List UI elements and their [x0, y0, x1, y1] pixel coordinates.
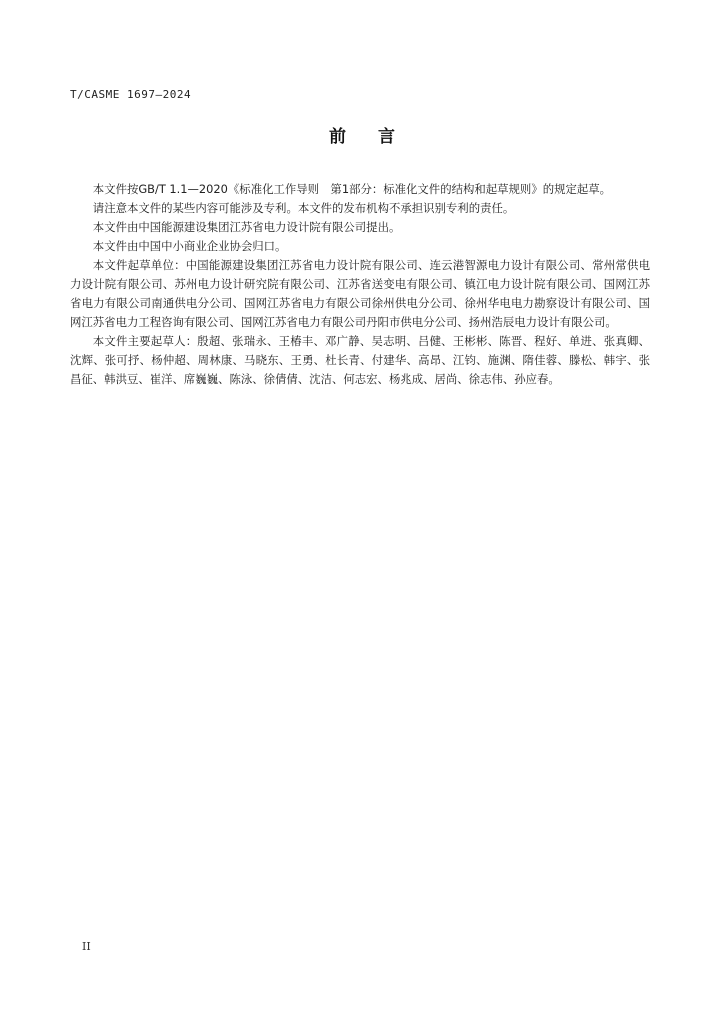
document-code: T/CASME 1697—2024	[70, 88, 192, 101]
paragraph-drafting-units: 本文件起草单位：中国能源建设集团江苏省电力设计院有限公司、连云港智源电力设计有限公司、常州常供电力设计院有限公司、苏州电力设计研究院有限公司、江苏省送变电有限公司、镇江电力设计院有限公司、国网江苏省电力有限公司南通供电分公司、国网江苏省电力有限公司徐州供电分公司、徐州华电电力勘察设计有限公司、国网江苏省电力工程咨询有限公司、国网江苏省电力有限公司丹阳市供电分公司、扬州浩辰电力设计有限公司。	[70, 258, 650, 329]
paragraph-administrator: 本文件由中国中小商业企业协会归口。	[92, 239, 287, 253]
foreword-body	[70, 180, 650, 389]
paragraph-drafters: 本文件主要起草人：殷超、张瑞永、王椿丰、邓广静、吴志明、吕健、王彬彬、陈晋、程好、单进、张真卿、沈辉、张可抒、杨仲超、周林康、马晓东、王勇、杜长青、付建华、高昂、江钧、施渊、隋佳蓉、滕松、韩宇、张昌征、韩洪豆、崔洋、席巍巍、陈泳、徐倩倩、沈洁、何志宏、杨兆成、居尚、徐志伟、孙应春。	[70, 334, 650, 386]
paragraph-proposer: 本文件由中国能源建设集团江苏省电力设计院有限公司提出。	[92, 220, 401, 234]
paragraph-patent-notice: 请注意本文件的某些内容可能涉及专利。本文件的发布机构不承担识别专利的责任。	[92, 201, 515, 215]
page-title: 前言	[329, 127, 427, 147]
page-number: II	[82, 940, 91, 953]
paragraph-drafting-rules: 本文件按GB/T 1.1—2020《标准化工作导则 第1部分：标准化文件的结构和起草规则》的规定起草。	[92, 182, 612, 196]
